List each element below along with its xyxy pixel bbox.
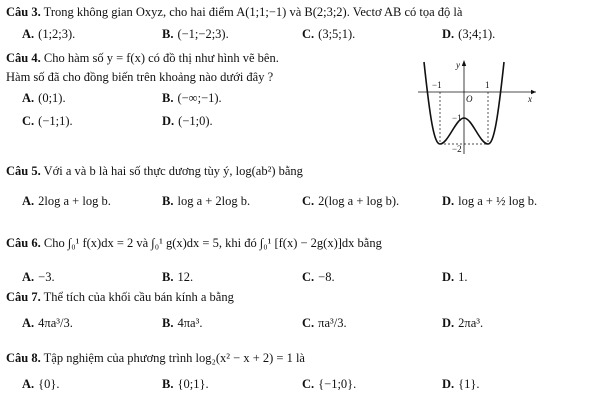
option-a[interactable]: A. 2log a + log b. [22, 194, 111, 208]
question-5-stem [6, 163, 303, 179]
option-b[interactable]: B. {0;1}. [162, 377, 209, 391]
option-a[interactable]: A. (0;1). [22, 91, 66, 105]
question-8-text: Tập nghiệm của phương trình log₂(x² − x + 2) = 1 là [43, 351, 305, 365]
question-7-options [6, 314, 596, 332]
question-6-options [6, 268, 596, 286]
question-7-stem [6, 289, 234, 305]
question-7-number: Câu 7. [6, 290, 41, 304]
option-c[interactable]: C. (−1;1). [22, 114, 73, 128]
option-b[interactable]: B. 4πa³. [162, 316, 203, 330]
option-c[interactable]: C. 2(log a + log b). [302, 194, 400, 208]
x-tick-pos-one: 1 [485, 80, 490, 90]
y-label: y [456, 60, 460, 70]
question-5-number: Câu 5. [6, 164, 41, 178]
option-d[interactable]: D. (3;4;1). [442, 27, 496, 41]
option-b[interactable]: B. log a + 2log b. [162, 194, 251, 208]
question-6-text: Cho ∫₀¹ f(x)dx = 2 và ∫₀¹ g(x)dx = 5, khi đó ∫₀¹ [f(x) − 2g(x)]dx bằng [43, 236, 382, 250]
y-tick-neg-two: −2 [452, 144, 462, 154]
origin-label: O [466, 94, 473, 104]
option-b[interactable]: B. 12. [162, 270, 194, 284]
x-label: x [528, 94, 532, 104]
question-4-number: Câu 4. [6, 51, 41, 65]
option-d[interactable]: D. log a + ½ log b. [442, 194, 538, 208]
question-4-options-row1 [6, 89, 406, 107]
x-tick-neg-one: −1 [432, 80, 442, 90]
option-b[interactable]: B. (−1;−2;3). [162, 27, 229, 41]
question-3-options [6, 25, 596, 43]
question-3-number: Câu 3. [6, 5, 41, 19]
question-4-text-line2: Hàm số đã cho đồng biến trên khoảng nào dưới đây ? [6, 70, 274, 84]
question-3-stem [6, 4, 462, 20]
question-8-stem [6, 350, 305, 366]
option-b[interactable]: B. (−∞;−1). [162, 91, 222, 105]
question-3-text: Trong không gian Oxyz, cho hai điểm A(1;1;−1) và B(2;3;2). Vectơ AB có tọa độ là [43, 5, 463, 19]
question-8-options [6, 375, 596, 393]
question-4-options-row2 [6, 112, 406, 130]
question-8-number: Câu 8. [6, 351, 41, 365]
question-6-stem [6, 235, 382, 251]
question-4-text: Cho hàm số y = f(x) có đồ thị như hình vẽ bên. [43, 51, 279, 65]
option-c[interactable]: C. (3;5;1). [302, 27, 356, 41]
question-4-stem [6, 50, 279, 66]
option-c[interactable]: C. {−1;0}. [302, 377, 357, 391]
question-6-number: Câu 6. [6, 236, 41, 250]
function-graph [418, 58, 538, 154]
option-d[interactable]: D. 2πa³. [442, 316, 484, 330]
option-a[interactable]: A. (1;2;3). [22, 27, 76, 41]
option-c[interactable]: C. −8. [302, 270, 335, 284]
y-tick-neg-one: −1 [452, 113, 462, 123]
option-c[interactable]: C. πa³/3. [302, 316, 347, 330]
option-a[interactable]: A. −3. [22, 270, 55, 284]
option-d[interactable]: D. 1. [442, 270, 468, 284]
option-d[interactable]: D. (−1;0). [162, 114, 213, 128]
question-7-text: Thể tích của khối cầu bán kính a bằng [43, 290, 234, 304]
option-a[interactable]: A. 4πa³/3. [22, 316, 73, 330]
option-a[interactable]: A. {0}. [22, 377, 60, 391]
option-d[interactable]: D. {1}. [442, 377, 480, 391]
question-5-options [6, 192, 596, 210]
question-5-text: Với a và b là hai số thực dương tùy ý, log(ab²) bằng [43, 164, 303, 178]
y-axis-arrow [462, 60, 466, 66]
